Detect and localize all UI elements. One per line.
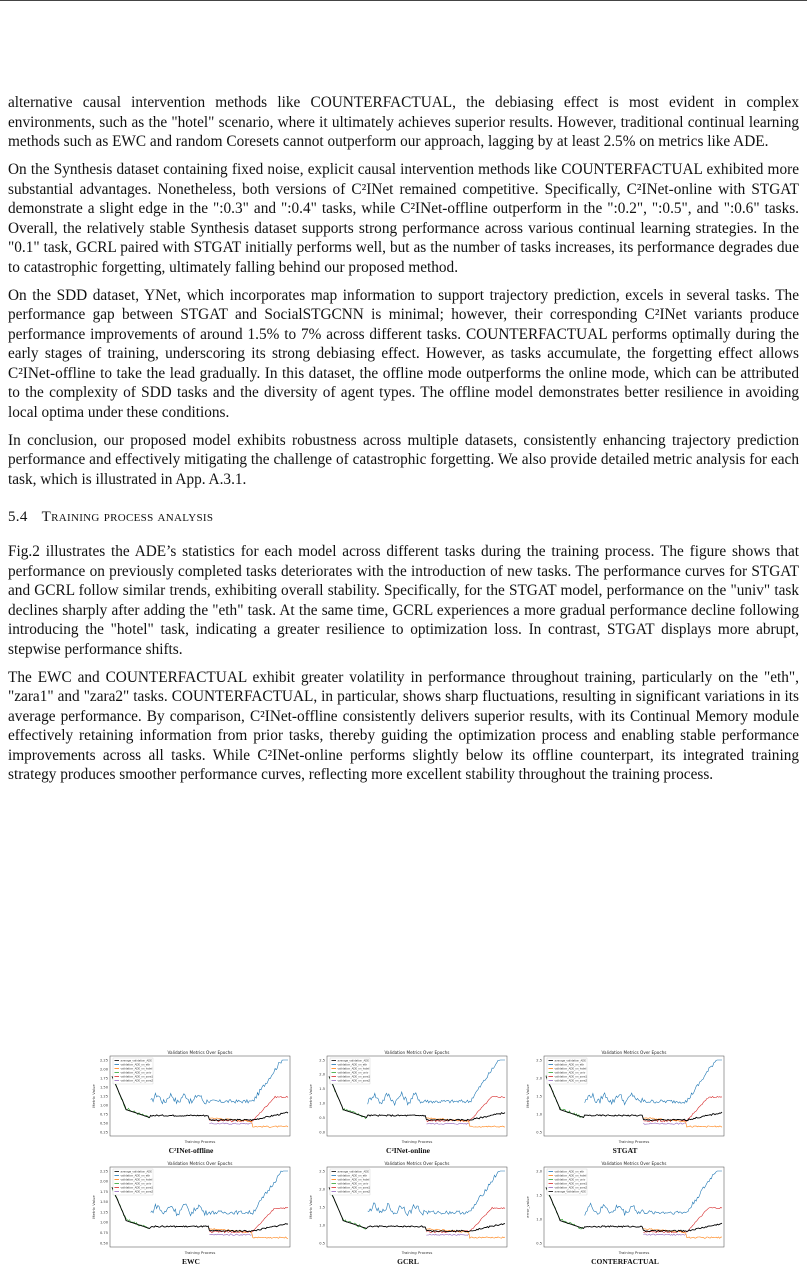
legend-entry: average_validation_ADE: [120, 1059, 152, 1063]
paragraph-2: On the Synthesis dataset containing fixed noise, explicit causal intervention methods like COUNTERFACTUAL exhibited more substantial advantages. Nonetheless, both versions of C²INet remained competitive. Specifically, C²INet-online with STGAT demonstrate a slight edge in the ":0.3" and ":0.4" tasks, while C²INet-offline outperform in the ":0.2", ":0.5", and ":0.6" tasks. Overall, the relatively stable Synthesis dataset supports strong performance across various continual learning strategies. In the "0.1" task, GCRL paired with STGAT initially performs well, but as the number of tasks increases, its performance degrades due to catastrophic forgetting, ultimately falling behind our proposed method.: [8, 161, 799, 276]
y-tick-label: 0.5: [536, 1241, 542, 1246]
legend: [113, 1169, 153, 1195]
panel-caption: CONTERFACTUAL: [591, 1257, 659, 1266]
legend-entry: validation_ADE_on_eth: [554, 1063, 585, 1067]
legend-entry: validation_ADE_on_hotel: [120, 1067, 153, 1071]
y-tick-label: 1.0: [536, 1112, 542, 1117]
legend: [113, 1058, 153, 1084]
series-line-zara1: [643, 1096, 722, 1121]
y-tick-label: 0.75: [99, 1231, 108, 1236]
panel-chart: [522, 1050, 728, 1148]
figure-panel-1: [305, 1050, 511, 1157]
panel-title: Validation Metrics Over Epochs: [384, 1161, 450, 1166]
y-tick-label: 0.5: [536, 1130, 542, 1135]
series-line-eth: [585, 1171, 722, 1216]
paragraph-3: On the SDD dataset, YNet, which incorporates map information to support trajectory prediction, excels in several tasks. The performance gap between STGAT and SocialSTGCNN is minimal; however, their corresponding C²INet variants produce performance improvements of around 1.5% to 7% across different tasks. COUNTERFACTUAL performs optimally during the early stages of training, underscoring its strong debiasing effect. However, as tasks accumulate, the forgetting effect allows C²INet-offline to take the lead gradually. In this dataset, the offline mode outperforms the online mode, which can be attributed to the complexity of SDD tasks and the diversity of agent types. The offline model demonstrates better resilience in avoiding local optima under these conditions.: [8, 286, 799, 421]
y-tick-label: 2.0: [536, 1169, 542, 1174]
figure-panel-2: [522, 1050, 728, 1157]
paragraph-6: The EWC and COUNTERFACTUAL exhibit greater volatility in performance throughout training, particularly on the "eth", "zara1" and "zara2" tasks. COUNTERFACTUAL, in particular, shows sharp fluctuations, resulting in significant variations in its average performance. By comparison, C²INet-offline consistently delivers superior results, with its Continual Memory module effectively retaining information from prior tasks, thereby guiding the optimization process and enabling stable performance improvements across all tasks. While C²INet-online performs slightly below its offline counterpart, its integrated training strategy produces smoother performance curves, reflecting more excellent stability throughout the training process.: [8, 668, 799, 783]
section-heading: [8, 509, 799, 526]
y-tick-label: 1.5: [319, 1205, 325, 1210]
y-tick-label: 1.25: [99, 1210, 108, 1215]
panel-chart: [88, 1161, 294, 1259]
y-tick-label: 2.5: [536, 1058, 542, 1063]
paragraph-5: Fig.2 illustrates the ADE’s statistics for each model across different tasks during the training process. The figure shows that performance on previously completed tasks deteriorates with the introduction of new tasks. The performance curves for STGAT and GCRL follow similar trends, exhibiting overall stability. Specifically, for the STGAT model, performance on the "univ" task declines sharply after adding the "eth" task. At the same time, GCRL experiences a more gradual performance decline following introducing the "hotel" task, indicating a greater resilience to optimization loss. In contrast, STGAT displays more abrupt, stepwise performance shifts.: [8, 543, 799, 658]
panel-caption: C²INet-online: [386, 1146, 430, 1155]
y-axis-label: error_value: [525, 1196, 530, 1218]
series-line-eth: [368, 1171, 505, 1216]
series-line-eth: [151, 1060, 288, 1104]
series-line-zara2: [426, 1123, 468, 1124]
panel-title: Validation Metrics Over Epochs: [167, 1050, 233, 1055]
y-tick-label: 2.0: [319, 1072, 325, 1077]
y-tick-label: 0.50: [99, 1121, 108, 1126]
panel-caption: C²INet-offline: [168, 1146, 214, 1155]
y-tick-label: 1.00: [99, 1220, 108, 1225]
y-tick-label: 2.5: [319, 1058, 325, 1063]
section-title: Training process analysis: [41, 509, 214, 525]
series-line-eth: [368, 1060, 505, 1105]
series-line-hotel: [209, 1228, 288, 1238]
series-line-zara2: [426, 1234, 468, 1235]
legend: [547, 1058, 587, 1084]
paper-body: [8, 93, 799, 793]
y-tick-label: 1.25: [99, 1094, 108, 1099]
y-tick-label: 0.5: [319, 1115, 325, 1120]
y-tick-label: 2.00: [99, 1067, 108, 1072]
series-line-zara2: [209, 1123, 251, 1124]
legend-entry: validation_ADE_on_hotel: [554, 1067, 587, 1071]
legend-entry: validation_ADE_on_zara1: [337, 1186, 371, 1190]
x-axis-label: Training Process: [618, 1139, 650, 1144]
series-line-hotel: [643, 1118, 722, 1128]
figure-panel-4: [305, 1161, 511, 1268]
figure-grid: [88, 1050, 728, 1268]
y-tick-label: 0.50: [99, 1241, 108, 1246]
legend-entry: validation_ADE_on_hotel: [337, 1067, 370, 1071]
figure-panel-5: [522, 1161, 728, 1268]
y-tick-label: 1.5: [536, 1193, 542, 1198]
panel-title: Validation Metrics Over Epochs: [167, 1161, 233, 1166]
legend-entry: validation_ADE_on_univ: [554, 1071, 586, 1075]
y-tick-label: 1.50: [99, 1085, 108, 1090]
y-axis-label: Metric Value: [91, 1195, 96, 1219]
legend-entry: validation_ADE_on_univ: [120, 1071, 152, 1075]
series-line-eth: [151, 1171, 288, 1216]
y-tick-label: 2.25: [99, 1058, 108, 1063]
series-line-zara2: [643, 1123, 685, 1124]
y-tick-label: 1.0: [319, 1223, 325, 1228]
section-number: 5.4: [8, 509, 28, 525]
header-rule: [0, 0, 807, 1]
legend-entry: validation_ADE_on_eth: [337, 1174, 368, 1178]
y-tick-label: 1.5: [319, 1087, 325, 1092]
legend-entry: validation_ADE_on_univ: [120, 1182, 152, 1186]
panel-caption: GCRL: [397, 1257, 419, 1266]
legend-entry: average_validation_ADE: [554, 1059, 586, 1063]
paragraph-1: alternative causal intervention methods like COUNTERFACTUAL, the debiasing effect is most evident in complex environments, such as the "hotel" scenario, where it ultimately achieves superior results. However, traditional continual learning methods such as EWC and random Coresets cannot outperform our approach, lagging by at least 2.5% on metrics like ADE.: [8, 94, 799, 150]
series-line-zara2: [643, 1234, 685, 1236]
legend-entry: validation_ADE_on_zara1: [554, 1075, 588, 1079]
figure-panel-0: [88, 1050, 294, 1157]
y-tick-label: 2.0: [319, 1187, 325, 1192]
x-axis-label: Training Process: [401, 1139, 433, 1144]
y-tick-label: 1.75: [99, 1076, 108, 1081]
y-tick-label: 2.0: [536, 1076, 542, 1081]
y-tick-label: 1.50: [99, 1200, 108, 1205]
x-axis-label: Training Process: [401, 1250, 433, 1255]
legend: [330, 1058, 370, 1084]
legend-entry: validation_ADE_on_univ: [337, 1071, 369, 1075]
legend-entry: average_Validation_ADE: [554, 1190, 586, 1194]
legend: [547, 1169, 587, 1195]
panel-caption: EWC: [182, 1257, 200, 1266]
legend-entry: average_validation_ADE: [337, 1059, 369, 1063]
series-line-zara1: [209, 1096, 288, 1122]
series-line-eth: [585, 1060, 722, 1105]
y-tick-label: 0.75: [99, 1112, 108, 1117]
y-tick-label: 1.0: [536, 1217, 542, 1222]
legend-entry: validation_ADE_on_eth: [120, 1174, 151, 1178]
legend-entry: validation_ADE_on_hotel: [120, 1178, 153, 1182]
panel-chart: [305, 1050, 511, 1148]
y-tick-label: 2.5: [319, 1169, 325, 1174]
legend-entry: validation_ADE_on_zara2: [337, 1079, 371, 1083]
legend-entry: validation_ADE_on_zara1: [120, 1075, 154, 1079]
panel-chart: [305, 1161, 511, 1259]
legend-entry: validation_ADE_on_zara2: [554, 1186, 588, 1190]
panel-chart: [88, 1050, 294, 1148]
x-axis-label: Training Process: [184, 1139, 216, 1144]
y-tick-label: 2.00: [99, 1179, 108, 1184]
legend-entry: validation_ADE_on_univ: [554, 1178, 586, 1182]
panel-title: Validation Metrics Over Epochs: [601, 1161, 667, 1166]
legend-entry: validation_ADE_on_zara1: [337, 1075, 371, 1079]
series-line-hotel: [426, 1117, 505, 1127]
legend-entry: validation_ADE_on_zara2: [120, 1190, 154, 1194]
legend: [330, 1169, 370, 1195]
legend-entry: validation_ADE_on_zara2: [120, 1079, 154, 1083]
series-line-zara1: [426, 1096, 505, 1121]
legend-entry: average_validation_ADE: [337, 1170, 369, 1174]
legend-entry: validation_ADE_on_zara1: [120, 1186, 154, 1190]
x-axis-label: Training Process: [618, 1250, 650, 1255]
legend-entry: validation_ADE_on_eth: [120, 1063, 151, 1067]
y-tick-label: 0.5: [319, 1241, 325, 1246]
legend-entry: validation_ADE_on_zara1: [554, 1182, 588, 1186]
y-axis-label: Metric Value: [91, 1084, 96, 1108]
y-axis-label: Metric Value: [308, 1084, 313, 1108]
panel-chart: [522, 1161, 728, 1259]
panel-title: Validation Metrics Over Epochs: [384, 1050, 450, 1055]
series-line-zara1: [643, 1207, 722, 1232]
y-tick-label: 1.0: [319, 1101, 325, 1106]
legend-entry: validation_ADE_on_hotel: [337, 1178, 370, 1182]
legend-entry: validation_ADE_on_hotel: [554, 1174, 587, 1178]
legend-entry: validation_ADE_on_zara2: [554, 1079, 588, 1083]
y-tick-label: 2.25: [99, 1169, 108, 1174]
y-tick-label: 0.0: [319, 1130, 325, 1135]
legend-entry: validation_ADE_on_eth: [337, 1063, 368, 1067]
panel-title: Validation Metrics Over Epochs: [601, 1050, 667, 1055]
series-line-zara2: [209, 1234, 251, 1236]
paragraph-4: In conclusion, our proposed model exhibits robustness across multiple datasets, consistently enhancing trajectory prediction performance and effectively mitigating the challenge of catastrophic forgetting. We also provide detailed metric analysis for each task, which is illustrated in App. A.3.1.: [8, 431, 799, 488]
y-axis-label: Metric Value: [308, 1195, 313, 1219]
y-axis-label: Metric Value: [525, 1084, 530, 1108]
y-tick-label: 0.25: [99, 1130, 108, 1135]
y-tick-label: 1.5: [536, 1094, 542, 1099]
y-tick-label: 1.75: [99, 1189, 108, 1194]
legend-entry: validation_ADE_on_univ: [337, 1182, 369, 1186]
panel-caption: STGAT: [612, 1146, 638, 1155]
legend-entry: validation_ADE_on_eth: [554, 1170, 585, 1174]
y-tick-label: 1.00: [99, 1103, 108, 1108]
legend-entry: validation_ADE_on_zara2: [337, 1190, 371, 1194]
series-line-hotel: [426, 1229, 505, 1239]
x-axis-label: Training Process: [184, 1250, 216, 1255]
figure-panel-3: [88, 1161, 294, 1268]
legend-entry: average_validation_ADE: [120, 1170, 152, 1174]
